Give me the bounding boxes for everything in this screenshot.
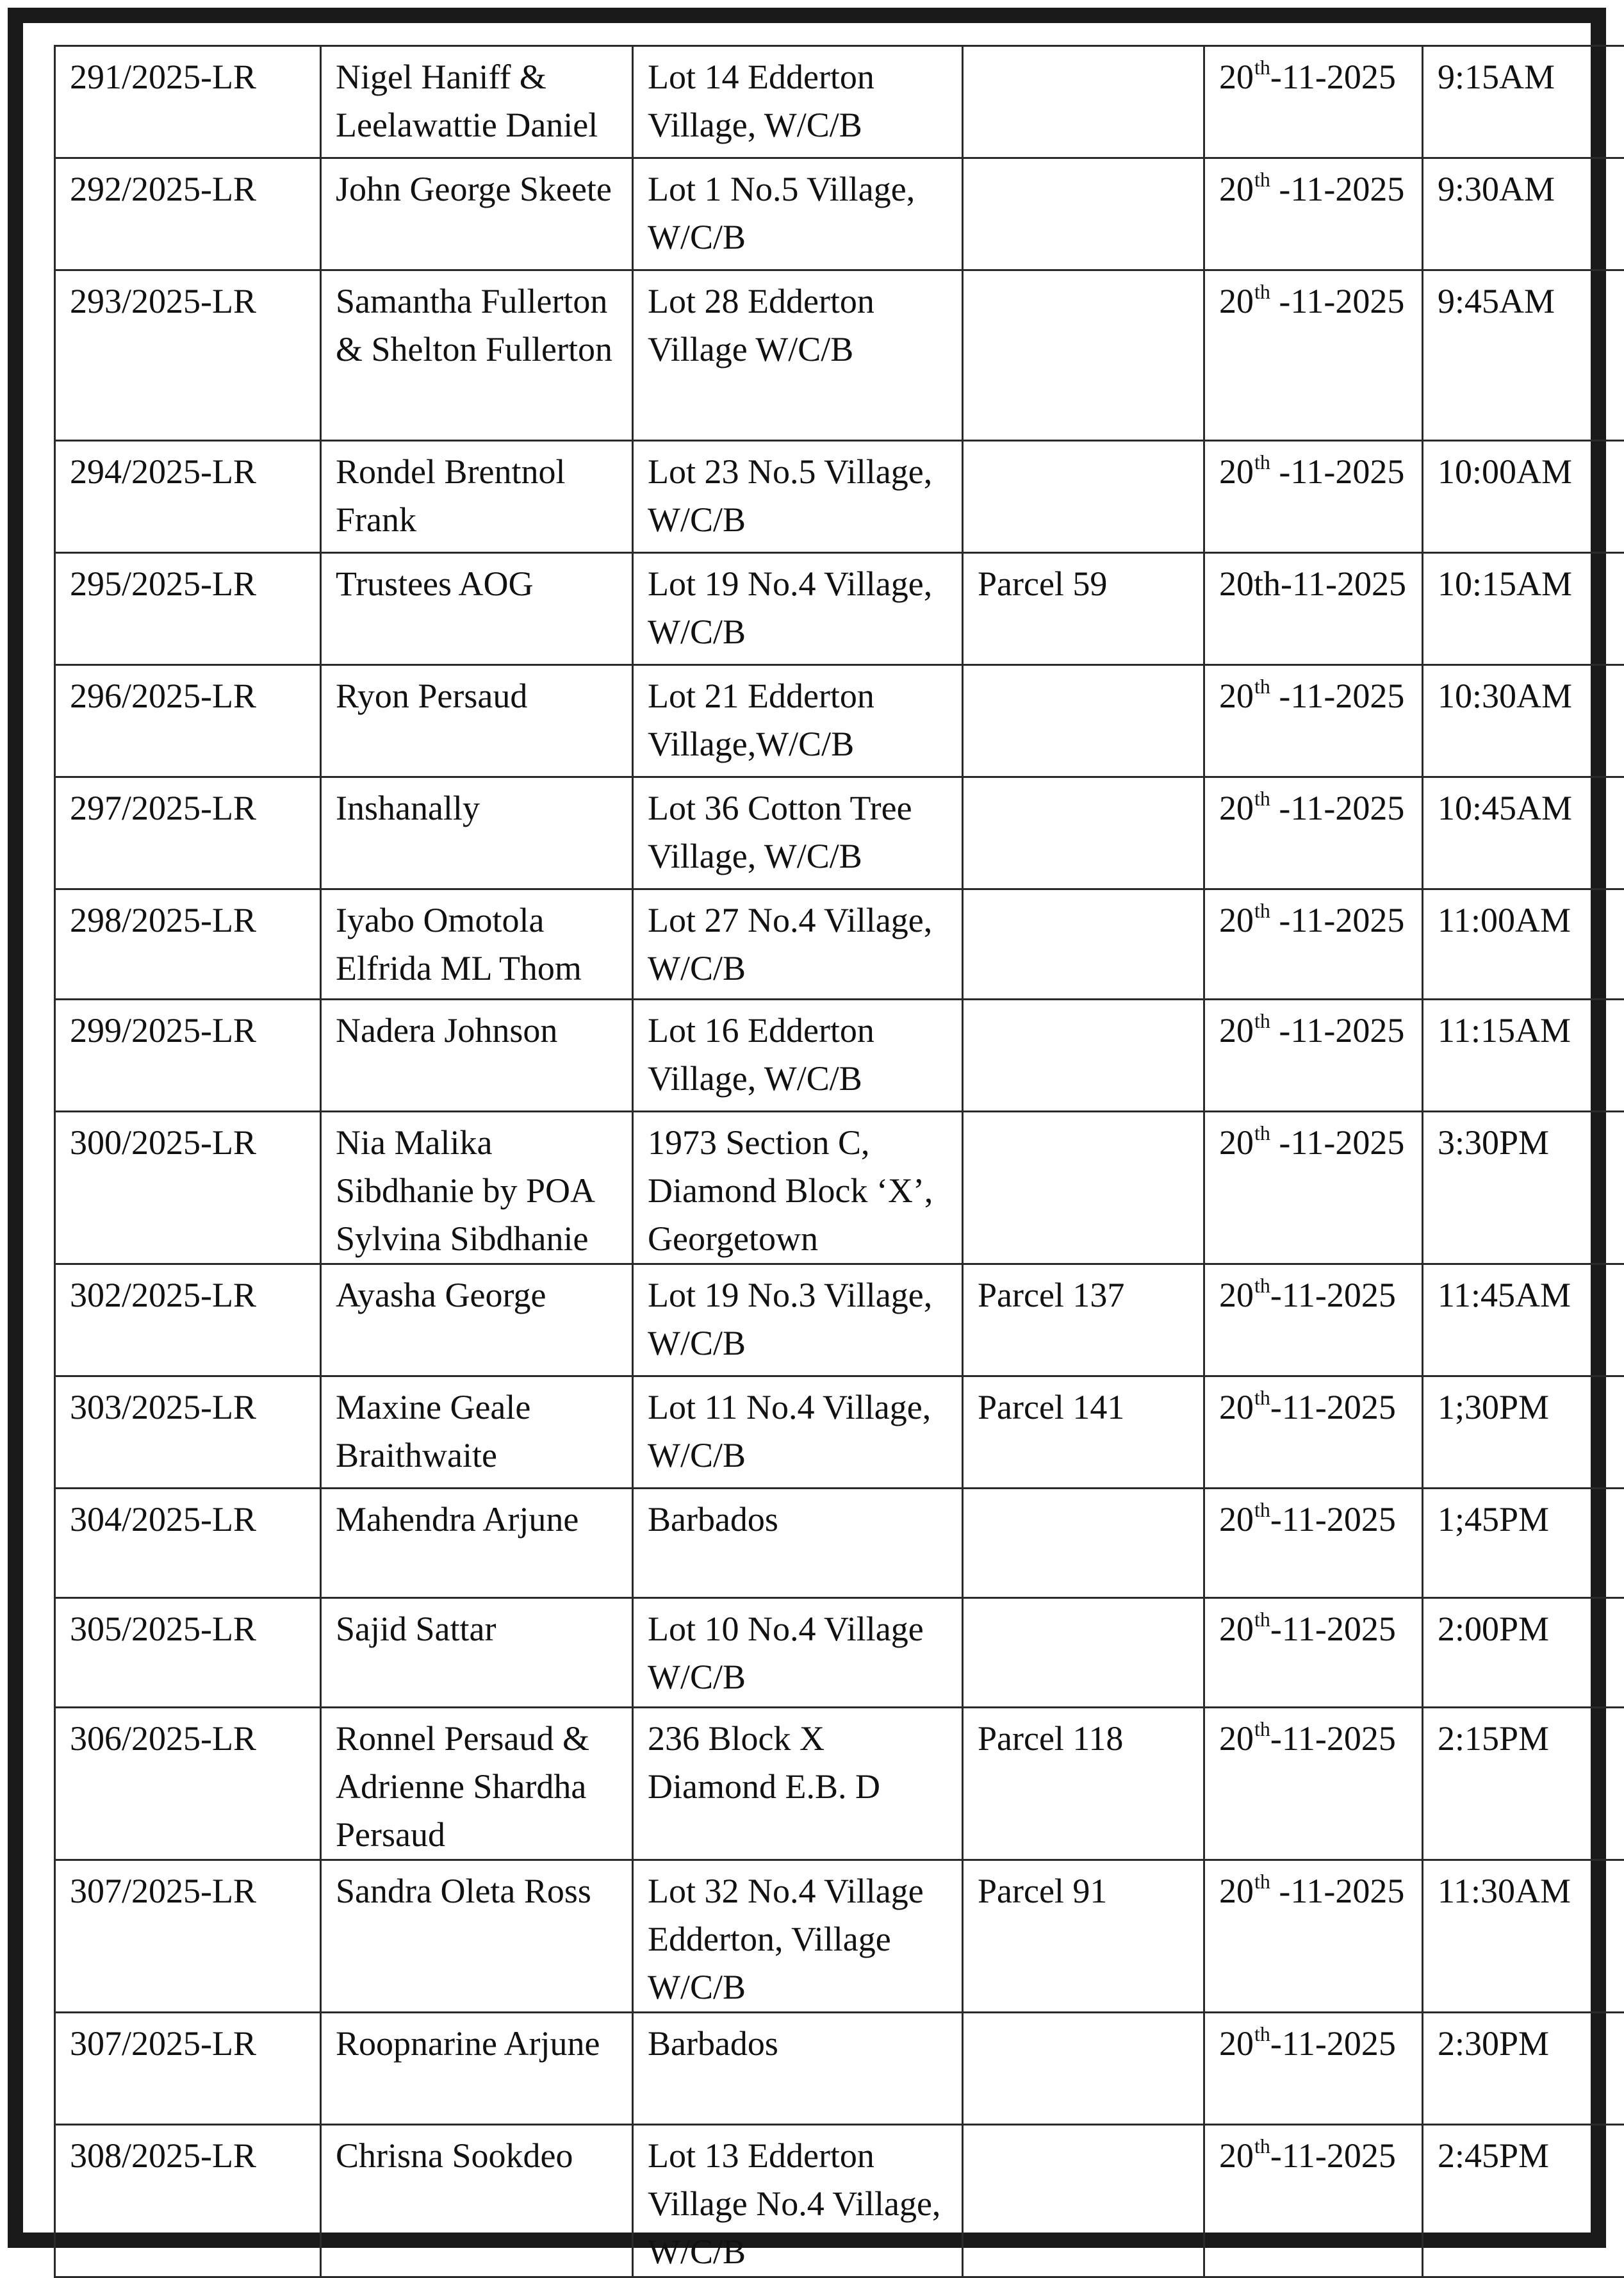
hearing-time-cell: 10:30AM <box>1423 665 1624 777</box>
table-row <box>55 270 1624 441</box>
date-ordinal-suffix: th <box>1254 168 1270 191</box>
date-day: 20 <box>1219 1500 1254 1539</box>
hearing-schedule-table <box>54 45 1624 2278</box>
hearing-time-cell: 1;30PM <box>1423 1376 1624 1489</box>
property-address-cell: Barbados <box>633 2013 963 2125</box>
applicant-name-cell: Chrisna Sookdeo <box>321 2125 633 2277</box>
property-address-cell: Lot 28 Edderton Village W/C/B <box>633 270 963 441</box>
date-day: 20 <box>1219 1011 1254 1050</box>
date-ordinal-suffix: th <box>1254 1121 1270 1144</box>
property-address-cell: Lot 27 No.4 Village, W/C/B <box>633 889 963 1000</box>
parcel-cell <box>963 46 1204 158</box>
table-row <box>55 1489 1624 1598</box>
parcel-cell <box>963 2013 1204 2125</box>
case-number-cell: 307/2025-LR <box>55 1860 321 2013</box>
date-day: 20 <box>1219 901 1254 939</box>
hearing-time-cell: 9:15AM <box>1423 46 1624 158</box>
applicant-name-cell: Mahendra Arjune <box>321 1489 633 1598</box>
date-month-year: -11-2025 <box>1270 1011 1404 1050</box>
table-row <box>55 46 1624 158</box>
schedule-rows <box>55 46 1624 2277</box>
hearing-date-cell <box>1204 2125 1423 2277</box>
parcel-cell <box>963 1000 1204 1112</box>
parcel-cell: Parcel 91 <box>963 1860 1204 2013</box>
hearing-date-cell <box>1204 1000 1423 1112</box>
property-address-cell: Lot 10 No.4 Village W/C/B <box>633 1598 963 1708</box>
hearing-time-cell: 10:00AM <box>1423 441 1624 553</box>
date-month-year: -11-2025 <box>1270 1276 1396 1314</box>
parcel-cell <box>963 1112 1204 1264</box>
applicant-name-cell: Maxine Geale Braithwaite <box>321 1376 633 1489</box>
date-day: 20 <box>1219 170 1254 208</box>
hearing-date-cell <box>1204 441 1423 553</box>
parcel-cell <box>963 158 1204 270</box>
parcel-cell <box>963 889 1204 1000</box>
hearing-time-cell: 11:30AM <box>1423 1860 1624 2013</box>
applicant-name-cell: Sajid Sattar <box>321 1598 633 1708</box>
property-address-cell: Lot 21 Edderton Village,W/C/B <box>633 665 963 777</box>
table-row <box>55 1708 1624 1860</box>
parcel-cell <box>963 1598 1204 1708</box>
parcel-cell <box>963 2125 1204 2277</box>
property-address-cell: Lot 16 Edderton Village, W/C/B <box>633 1000 963 1112</box>
date-month-year: -11-2025 <box>1270 452 1404 491</box>
parcel-cell: Parcel 137 <box>963 1264 1204 1376</box>
hearing-time-cell: 10:45AM <box>1423 777 1624 889</box>
date-ordinal-suffix: th <box>1254 1870 1270 1893</box>
case-number-cell: 298/2025-LR <box>55 889 321 1000</box>
date-month-year: -11-2025 <box>1270 2136 1396 2175</box>
hearing-time-cell: 3:30PM <box>1423 1112 1624 1264</box>
property-address-cell: Lot 14 Edderton Village, W/C/B <box>633 46 963 158</box>
date-day: 20 <box>1219 1123 1254 1162</box>
hearing-date-cell <box>1204 270 1423 441</box>
date-month-year: -11-2025 <box>1270 901 1404 939</box>
parcel-cell <box>963 441 1204 553</box>
property-address-cell: 236 Block X Diamond E.B. D <box>633 1708 963 1860</box>
property-address-cell: Lot 19 No.3 Village, W/C/B <box>633 1264 963 1376</box>
case-number-cell: 307/2025-LR <box>55 2013 321 2125</box>
date-ordinal-suffix: th <box>1254 280 1270 303</box>
parcel-cell: Parcel 141 <box>963 1376 1204 1489</box>
hearing-date-cell <box>1204 1264 1423 1376</box>
applicant-name-cell: Rondel Brentnol Frank <box>321 441 633 553</box>
date-day: 20 <box>1219 1388 1254 1426</box>
date-day: 20 <box>1219 677 1254 715</box>
applicant-name-cell: Iyabo Omotola Elfrida ML Thom <box>321 889 633 1000</box>
applicant-name-cell: Sandra Oleta Ross <box>321 1860 633 2013</box>
hearing-date-cell <box>1204 1598 1423 1708</box>
date-month-year: -11-2025 <box>1270 1500 1396 1539</box>
table-row <box>55 665 1624 777</box>
parcel-cell <box>963 270 1204 441</box>
date-month-year: -11-2025 <box>1270 789 1404 827</box>
date-month-year: -11-2025 <box>1270 1123 1404 1162</box>
applicant-name-cell: Nadera Johnson <box>321 1000 633 1112</box>
case-number-cell: 300/2025-LR <box>55 1112 321 1264</box>
case-number-cell: 306/2025-LR <box>55 1708 321 1860</box>
hearing-date-cell <box>1204 158 1423 270</box>
applicant-name-cell: Nigel Haniff & Leelawattie Daniel <box>321 46 633 158</box>
hearing-date-cell <box>1204 1860 1423 2013</box>
hearing-date-cell <box>1204 2013 1423 2125</box>
date-month-year: -11-2025 <box>1270 677 1404 715</box>
property-address-cell: 1973 Section C, Diamond Block ‘X’, Georgetown <box>633 1112 963 1264</box>
table-row <box>55 1112 1624 1264</box>
date-ordinal-suffix: th <box>1254 2134 1270 2158</box>
date-day: 20 <box>1219 2136 1254 2175</box>
table-row <box>55 2013 1624 2125</box>
date-day: 20 <box>1219 2024 1254 2063</box>
hearing-time-cell: 11:00AM <box>1423 889 1624 1000</box>
hearing-date-cell <box>1204 46 1423 158</box>
applicant-name-cell: Ronnel Persaud & Adrienne Shardha Persaud <box>321 1708 633 1860</box>
applicant-name-cell: Samantha Fullerton & Shelton Fullerton <box>321 270 633 441</box>
date-day: 20 <box>1219 1610 1254 1648</box>
property-address-cell: Lot 19 No.4 Village, W/C/B <box>633 553 963 665</box>
hearing-date-cell <box>1204 1112 1423 1264</box>
date-day: 20 <box>1219 58 1254 96</box>
hearing-time-cell: 2:00PM <box>1423 1598 1624 1708</box>
case-number-cell: 308/2025-LR <box>55 2125 321 2277</box>
case-number-cell: 292/2025-LR <box>55 158 321 270</box>
date-ordinal-suffix: th <box>1254 56 1270 79</box>
hearing-date-cell <box>1204 1708 1423 1860</box>
table-row <box>55 1000 1624 1112</box>
date-day: 20 <box>1219 1872 1254 1910</box>
property-address-cell: Lot 36 Cotton Tree Village, W/C/B <box>633 777 963 889</box>
date-day: 20th-11-2025 <box>1219 565 1406 603</box>
property-address-cell: Lot 13 Edderton Village No.4 Village, W/C/B <box>633 2125 963 2277</box>
applicant-name-cell: Ayasha George <box>321 1264 633 1376</box>
property-address-cell: Lot 32 No.4 Village Edderton, Village W/C/B <box>633 1860 963 2013</box>
hearing-time-cell: 11:15AM <box>1423 1000 1624 1112</box>
table-row <box>55 1376 1624 1489</box>
date-month-year: -11-2025 <box>1270 282 1404 320</box>
date-ordinal-suffix: th <box>1254 899 1270 922</box>
hearing-time-cell: 2:15PM <box>1423 1708 1624 1860</box>
case-number-cell: 296/2025-LR <box>55 665 321 777</box>
table-row <box>55 889 1624 1000</box>
date-month-year: -11-2025 <box>1270 58 1396 96</box>
applicant-name-cell: Ryon Persaud <box>321 665 633 777</box>
hearing-time-cell: 11:45AM <box>1423 1264 1624 1376</box>
parcel-cell <box>963 665 1204 777</box>
case-number-cell: 293/2025-LR <box>55 270 321 441</box>
case-number-cell: 295/2025-LR <box>55 553 321 665</box>
applicant-name-cell: Roopnarine Arjune <box>321 2013 633 2125</box>
case-number-cell: 305/2025-LR <box>55 1598 321 1708</box>
date-ordinal-suffix: th <box>1254 787 1270 810</box>
property-address-cell: Lot 11 No.4 Village, W/C/B <box>633 1376 963 1489</box>
table-row <box>55 441 1624 553</box>
date-day: 20 <box>1219 789 1254 827</box>
date-ordinal-suffix: th <box>1254 1608 1270 1631</box>
date-ordinal-suffix: th <box>1254 450 1270 474</box>
date-day: 20 <box>1219 1719 1254 1758</box>
date-ordinal-suffix: th <box>1254 1498 1270 1521</box>
property-address-cell: Lot 23 No.5 Village, W/C/B <box>633 441 963 553</box>
date-ordinal-suffix: th <box>1254 1386 1270 1409</box>
case-number-cell: 291/2025-LR <box>55 46 321 158</box>
date-ordinal-suffix: th <box>1254 2022 1270 2045</box>
hearing-time-cell: 1;45PM <box>1423 1489 1624 1598</box>
applicant-name-cell: John George Skeete <box>321 158 633 270</box>
date-day: 20 <box>1219 1276 1254 1314</box>
parcel-cell: Parcel 59 <box>963 553 1204 665</box>
date-ordinal-suffix: th <box>1254 1009 1270 1032</box>
date-month-year: -11-2025 <box>1270 170 1404 208</box>
date-ordinal-suffix: th <box>1254 1717 1270 1740</box>
applicant-name-cell: Nia Malika Sibdhanie by POA Sylvina Sibdhanie <box>321 1112 633 1264</box>
table-row <box>55 2125 1624 2277</box>
page-frame <box>8 8 1606 2248</box>
parcel-cell: Parcel 118 <box>963 1708 1204 1860</box>
hearing-date-cell <box>1204 665 1423 777</box>
case-number-cell: 302/2025-LR <box>55 1264 321 1376</box>
property-address-cell: Lot 1 No.5 Village, W/C/B <box>633 158 963 270</box>
table-row <box>55 553 1624 665</box>
case-number-cell: 294/2025-LR <box>55 441 321 553</box>
parcel-cell <box>963 777 1204 889</box>
hearing-time-cell: 10:15AM <box>1423 553 1624 665</box>
table-row <box>55 777 1624 889</box>
hearing-date-cell <box>1204 777 1423 889</box>
hearing-date-cell <box>1204 889 1423 1000</box>
hearing-date-cell <box>1204 553 1423 665</box>
table-row <box>55 158 1624 270</box>
date-ordinal-suffix: th <box>1254 1274 1270 1297</box>
hearing-time-cell: 9:30AM <box>1423 158 1624 270</box>
case-number-cell: 303/2025-LR <box>55 1376 321 1489</box>
property-address-cell: Barbados <box>633 1489 963 1598</box>
applicant-name-cell: Trustees AOG <box>321 553 633 665</box>
table-row <box>55 1598 1624 1708</box>
table-row <box>55 1264 1624 1376</box>
date-month-year: -11-2025 <box>1270 1719 1396 1758</box>
applicant-name-cell: Inshanally <box>321 777 633 889</box>
case-number-cell: 297/2025-LR <box>55 777 321 889</box>
case-number-cell: 304/2025-LR <box>55 1489 321 1598</box>
table-row <box>55 1860 1624 2013</box>
hearing-date-cell <box>1204 1489 1423 1598</box>
hearing-date-cell <box>1204 1376 1423 1489</box>
date-month-year: -11-2025 <box>1270 2024 1396 2063</box>
date-month-year: -11-2025 <box>1270 1872 1404 1910</box>
date-month-year: -11-2025 <box>1270 1610 1396 1648</box>
date-ordinal-suffix: th <box>1254 675 1270 698</box>
date-day: 20 <box>1219 282 1254 320</box>
parcel-cell <box>963 1489 1204 1598</box>
date-day: 20 <box>1219 452 1254 491</box>
hearing-time-cell: 2:30PM <box>1423 2013 1624 2125</box>
case-number-cell: 299/2025-LR <box>55 1000 321 1112</box>
hearing-time-cell: 9:45AM <box>1423 270 1624 441</box>
date-month-year: -11-2025 <box>1270 1388 1396 1426</box>
hearing-time-cell: 2:45PM <box>1423 2125 1624 2277</box>
